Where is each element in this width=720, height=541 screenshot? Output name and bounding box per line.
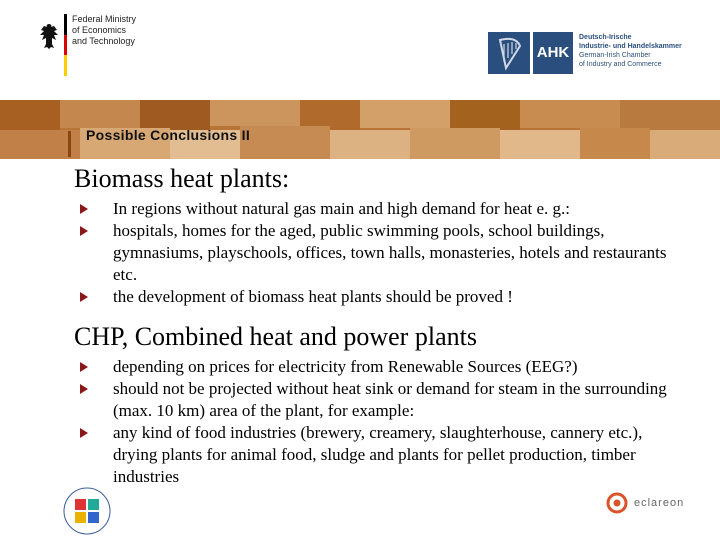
bullet-arrow-icon bbox=[80, 292, 88, 302]
bullet-arrow-icon bbox=[80, 362, 88, 372]
ministry-logo bbox=[38, 14, 148, 76]
ministry-name: Federal Ministry of Economics and Technology bbox=[72, 14, 137, 46]
list-item: should not be projected without heat sink or demand for steam in the surrounding (max. 10 km) area of the plant, for example: bbox=[80, 378, 680, 422]
eclareon-swirl-icon bbox=[606, 492, 628, 514]
eagle-icon bbox=[38, 22, 60, 50]
chp-points bbox=[80, 356, 680, 488]
slide-title: Possible Conclusions II bbox=[86, 127, 251, 143]
bullet-arrow-icon bbox=[80, 226, 88, 236]
ahk-name: Deutsch-Irische Industrie- und Handelskammer German-Irish Chamber of Industry and Commerce bbox=[579, 34, 682, 68]
section-heading-chp: CHP, Combined heat and power plants bbox=[74, 322, 477, 351]
bullet-arrow-icon bbox=[80, 384, 88, 394]
biomass-points bbox=[80, 198, 680, 308]
renewables-logo bbox=[62, 486, 112, 536]
bullet-arrow-icon bbox=[80, 428, 88, 438]
eclareon-logo bbox=[606, 492, 686, 516]
list-item: the development of biomass heat plants should be proved ! bbox=[80, 286, 680, 308]
ahk-logo bbox=[488, 32, 688, 74]
ahk-mark: AHK bbox=[533, 32, 573, 74]
banner-accent bbox=[68, 131, 71, 157]
list-item: depending on prices for electricity from Renewable Sources (EEG?) bbox=[80, 356, 680, 378]
bullet-arrow-icon bbox=[80, 204, 88, 214]
list-item: In regions without natural gas main and high demand for heat e. g.: bbox=[80, 198, 680, 220]
section-heading-biomass: Biomass heat plants: bbox=[74, 164, 290, 193]
eclareon-wordmark: eclareon bbox=[634, 497, 685, 509]
list-item: hospitals, homes for the aged, public swimming pools, school buildings, gymnasiums, playschools, offices, town halls, monasteries, hotels and restaurants etc. bbox=[80, 220, 680, 286]
harp-icon bbox=[488, 32, 530, 74]
german-flag bbox=[64, 14, 67, 76]
list-item: any kind of food industries (brewery, creamery, slaughterhouse, cannery etc.), drying plants for animal food, sludge and plants for pellet production, timber industries bbox=[80, 422, 680, 488]
